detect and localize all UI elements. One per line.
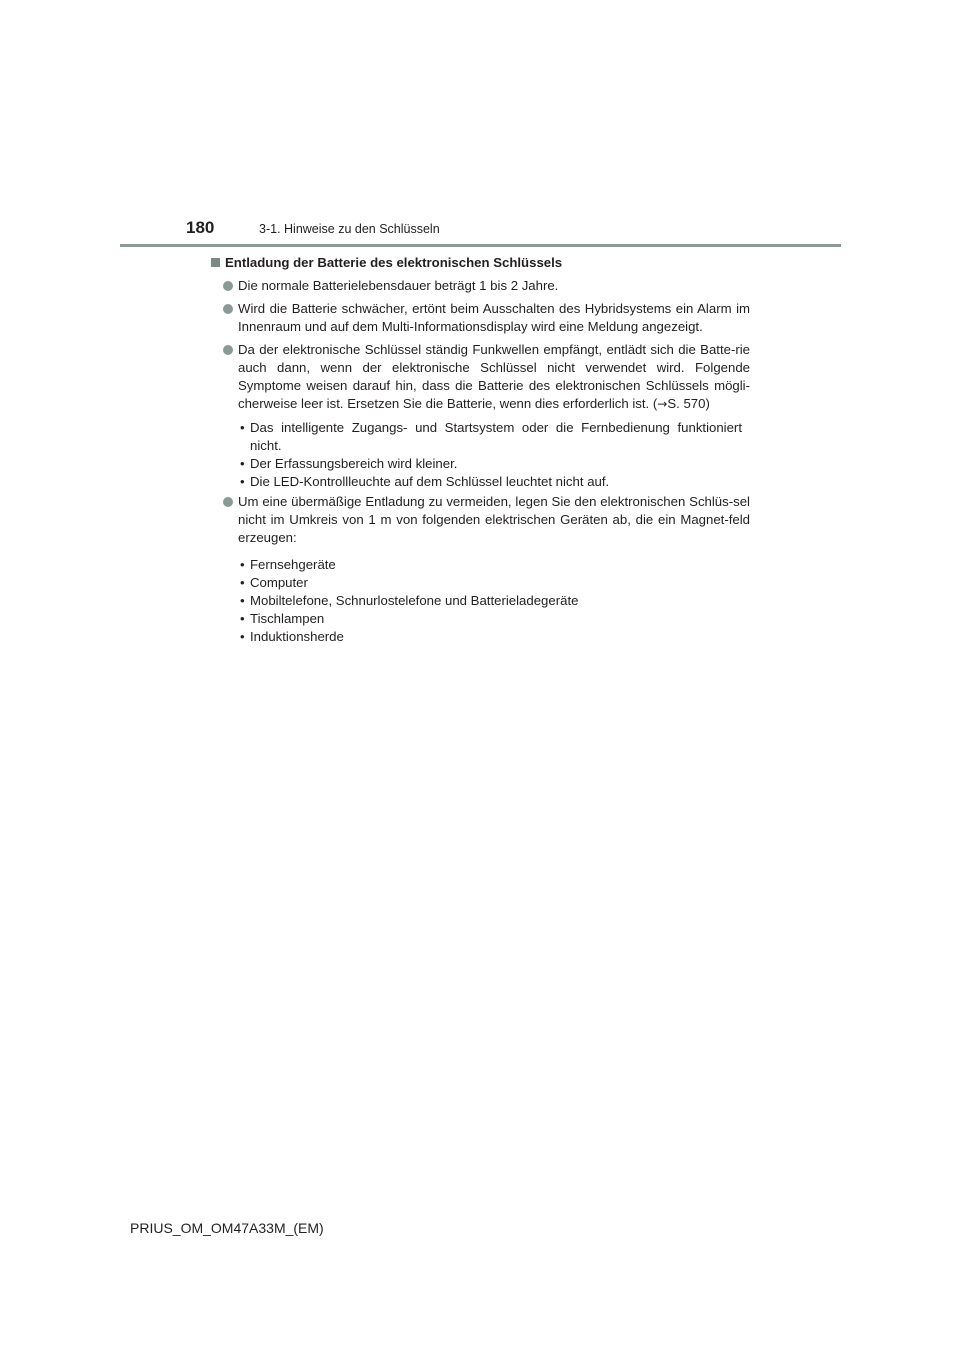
list-item-text: Induktionsherde	[250, 629, 344, 644]
bullet-item	[210, 277, 750, 295]
circle-bullet-icon	[223, 497, 233, 507]
list-item-text: Das intelligente Zugangs- und Startsystem oder die Fernbedienung funktioniert nicht.	[250, 420, 742, 453]
symptom-list	[210, 419, 750, 491]
list-item-text: Fernsehgeräte	[250, 557, 336, 572]
page-reference-link[interactable]: S. 570)	[667, 396, 710, 411]
sub-bullet-icon: •	[240, 629, 245, 644]
bullet-text: Da der elektronische Schlüssel ständig Funkwellen empfängt, entlädt sich die Batte-rie auch dann, wenn der elektronische Schlüssel nicht verwendet wird. Folgende Symptome weisen darauf hin, dass die Batterie des elektronischen Schlüssels mögli-cherweise leer ist. Ersetzen Sie die Batterie, wenn dies erforderlich ist. (	[238, 342, 750, 411]
section-title: 3-1. Hinweise zu den Schlüsseln	[259, 222, 440, 236]
circle-bullet-icon	[223, 304, 233, 314]
bullet-item	[210, 493, 750, 547]
sub-bullet-icon: •	[240, 420, 245, 435]
sub-bullet-icon: •	[240, 593, 245, 608]
content-body	[210, 254, 750, 646]
bullet-text: Wird die Batterie schwächer, ertönt beim Ausschalten des Hybridsystems ein Alarm im Innenraum und auf dem Multi-Informationsdisplay wird eine Meldung angezeigt.	[238, 301, 750, 334]
list-item	[210, 610, 750, 628]
list-item	[210, 556, 750, 574]
list-item-text: Computer	[250, 575, 308, 590]
document-id-footer: PRIUS_OM_OM47A33M_(EM)	[130, 1220, 324, 1236]
subsection-heading	[210, 254, 750, 272]
sub-bullet-icon: •	[240, 557, 245, 572]
sub-bullet-icon: •	[240, 456, 245, 471]
list-item	[210, 628, 750, 646]
sub-bullet-icon: •	[240, 611, 245, 626]
circle-bullet-icon	[223, 345, 233, 355]
subsection-heading-text: Entladung der Batterie des elektronischen Schlüssels	[225, 255, 563, 270]
sub-bullet-icon: •	[240, 474, 245, 489]
circle-bullet-icon	[223, 281, 233, 291]
list-item-text: Der Erfassungsbereich wird kleiner.	[250, 456, 458, 471]
list-item-text: Die LED-Kontrollleuchte auf dem Schlüssel leuchtet nicht auf.	[250, 474, 610, 489]
page-number: 180	[186, 218, 215, 237]
arrow-icon: →	[657, 397, 668, 411]
list-item	[210, 419, 750, 455]
sub-bullet-icon: •	[240, 575, 245, 590]
bullet-item	[210, 341, 750, 413]
square-bullet-icon	[211, 258, 220, 267]
device-list	[210, 556, 750, 646]
bullet-text: Um eine übermäßige Entladung zu vermeiden, legen Sie den elektronischen Schlüs-sel nicht im Umkreis von 1 m von folgenden elektrischen Geräten ab, die ein Magnet-feld erzeugen:	[238, 494, 750, 545]
list-item	[210, 574, 750, 592]
header-rule	[120, 244, 841, 247]
list-item	[210, 455, 750, 473]
list-item	[210, 473, 750, 491]
list-item-text: Mobiltelefone, Schnurlostelefone und Batterieladegeräte	[250, 593, 579, 608]
bullet-text: Die normale Batterielebensdauer beträgt 1 bis 2 Jahre.	[238, 278, 559, 293]
list-item-text: Tischlampen	[250, 611, 325, 626]
bullet-item	[210, 300, 750, 336]
list-item	[210, 592, 750, 610]
